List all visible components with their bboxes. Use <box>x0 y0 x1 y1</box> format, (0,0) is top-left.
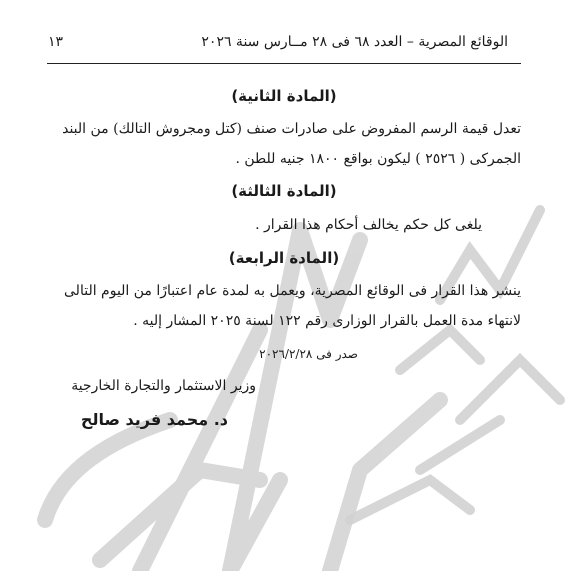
signatory-title: وزير الاستثمار والتجارة الخارجية <box>71 378 256 394</box>
article-4-line-1: ينشر هذا القرار فى الوقائع المصرية، ويعمل به لمدة عام اعتبارًا من اليوم التالى <box>64 283 521 299</box>
article-3-line-1: يلغى كل حكم يخالف أحكام هذا القرار . <box>255 217 482 233</box>
article-4-line-2: لانتهاء مدة العمل بالقرار الوزارى رقم ١٢٢ لسنة ٢٠٢٥ المشار إليه . <box>133 313 521 329</box>
article-2-line-1: تعدل قيمة الرسم المفروض على صادرات صنف (كتل ومجروش التالك) من البند <box>62 121 521 137</box>
article-3-heading: (المادة الثالثة) <box>231 182 337 200</box>
signatory-name: د. محمد فريد صالح <box>80 410 228 429</box>
header-title: الوقائع المصرية – العدد ٦٨ فى ٢٨ مــارس سنة ٢٠٢٦ <box>201 34 508 50</box>
article-2-line-2: الجمركى ( ٢٥٢٦ ) ليكون بواقع ١٨٠٠ جنيه للطن . <box>235 151 521 167</box>
article-2-heading: (المادة الثانية) <box>231 87 337 105</box>
article-4-heading: (المادة الرابعة) <box>228 249 340 267</box>
issue-date: صدر فى ٢٠٢٦/٢/٢٨ <box>259 347 358 361</box>
page-header <box>48 34 508 50</box>
header-rule <box>47 63 521 64</box>
page-number: ١٣ <box>48 34 64 50</box>
